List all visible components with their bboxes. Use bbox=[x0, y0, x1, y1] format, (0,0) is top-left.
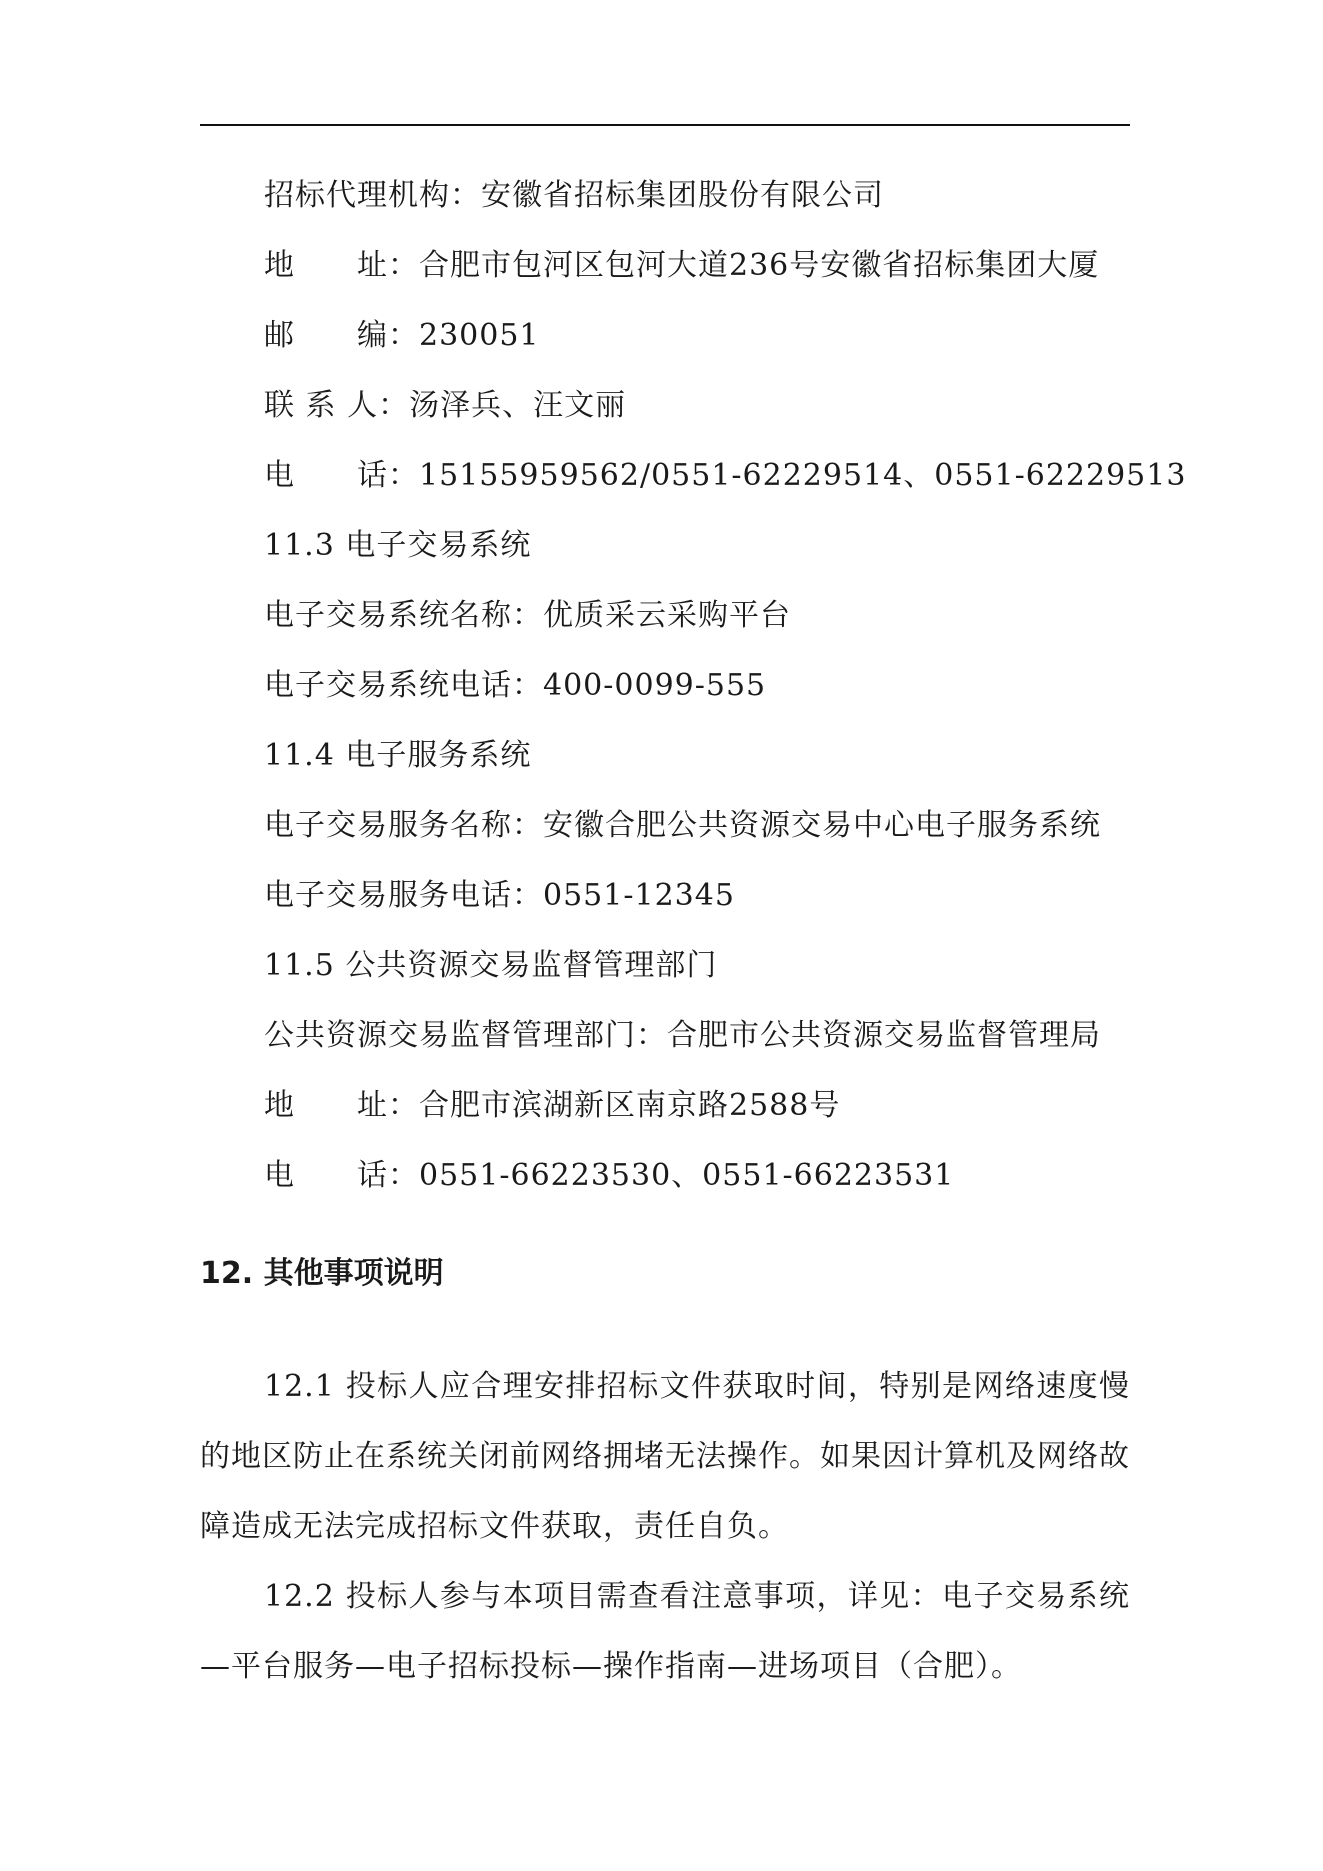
paragraph-12-1: 12.1 投标人应合理安排招标文件获取时间，特别是网络速度慢的地区防止在系统关闭前网络拥堵无法操作。如果因计算机及网络故障造成无法完成招标文件获取，责任自负。 bbox=[200, 1369, 1130, 1544]
trading-system-name-line bbox=[264, 596, 791, 636]
header-rule bbox=[200, 124, 1130, 126]
trading-system-name-value: 优质采云采购平台 bbox=[543, 598, 791, 633]
agency-postcode-label: 邮 编： bbox=[264, 318, 419, 353]
service-system-phone-value: 0551-12345 bbox=[543, 878, 735, 913]
trading-system-phone-value: 400-0099-555 bbox=[543, 668, 767, 703]
agency-phone-label: 电 话： bbox=[264, 458, 419, 493]
service-system-phone-label: 电子交易服务电话： bbox=[264, 878, 543, 913]
paragraph-12-2: 12.2 投标人参与本项目需查看注意事项，详见：电子交易系统—平台服务—电子招标投标—操作指南—进场项目（合肥）。 bbox=[200, 1579, 1130, 1684]
section-11-4-title: 11.4 电子服务系统 bbox=[264, 738, 532, 773]
section-12-heading: 12. 其他事项说明 bbox=[200, 1256, 444, 1291]
agency-contact-line bbox=[264, 386, 626, 426]
agency-phone-value: 15155959562/0551-62229514、0551-62229513 bbox=[419, 458, 1187, 493]
supervision-phone-line bbox=[264, 1156, 954, 1196]
service-system-name-line bbox=[264, 806, 1101, 846]
section-11-3-title: 11.3 电子交易系统 bbox=[264, 528, 532, 563]
agency-value: 安徽省招标集团股份有限公司 bbox=[481, 178, 884, 213]
agency-address-line bbox=[264, 246, 1099, 286]
supervision-address-label: 地 址： bbox=[264, 1088, 419, 1123]
agency-label: 招标代理机构： bbox=[264, 178, 481, 213]
supervision-phone-label: 电 话： bbox=[264, 1158, 419, 1193]
agency-contact-label: 联 系 人： bbox=[264, 388, 410, 423]
agency-line bbox=[264, 176, 884, 216]
trading-system-phone-line bbox=[264, 666, 766, 706]
supervision-address-value: 合肥市滨湖新区南京路2588号 bbox=[419, 1088, 841, 1123]
supervision-dept-value: 合肥市公共资源交易监督管理局 bbox=[667, 1018, 1101, 1053]
agency-address-label: 地 址： bbox=[264, 248, 419, 283]
agency-postcode-line bbox=[264, 316, 540, 356]
agency-address-value: 合肥市包河区包河大道236号安徽省招标集团大厦 bbox=[419, 248, 1100, 283]
section-11-5-title: 11.5 公共资源交易监督管理部门 bbox=[264, 948, 718, 983]
service-system-phone-line bbox=[264, 876, 735, 916]
agency-postcode-value: 230051 bbox=[419, 318, 540, 353]
service-system-name-label: 电子交易服务名称： bbox=[264, 808, 543, 843]
trading-system-phone-label: 电子交易系统电话： bbox=[264, 668, 543, 703]
service-system-name-value: 安徽合肥公共资源交易中心电子服务系统 bbox=[543, 808, 1101, 843]
supervision-phone-value: 0551-66223530、0551-66223531 bbox=[419, 1158, 955, 1193]
supervision-dept-label: 公共资源交易监督管理部门： bbox=[264, 1018, 667, 1053]
trading-system-name-label: 电子交易系统名称： bbox=[264, 598, 543, 633]
agency-phone-line bbox=[264, 456, 1186, 496]
supervision-dept-line bbox=[264, 1016, 1101, 1056]
agency-contact-value: 汤泽兵、汪文丽 bbox=[409, 388, 627, 423]
supervision-address-line bbox=[264, 1086, 840, 1126]
